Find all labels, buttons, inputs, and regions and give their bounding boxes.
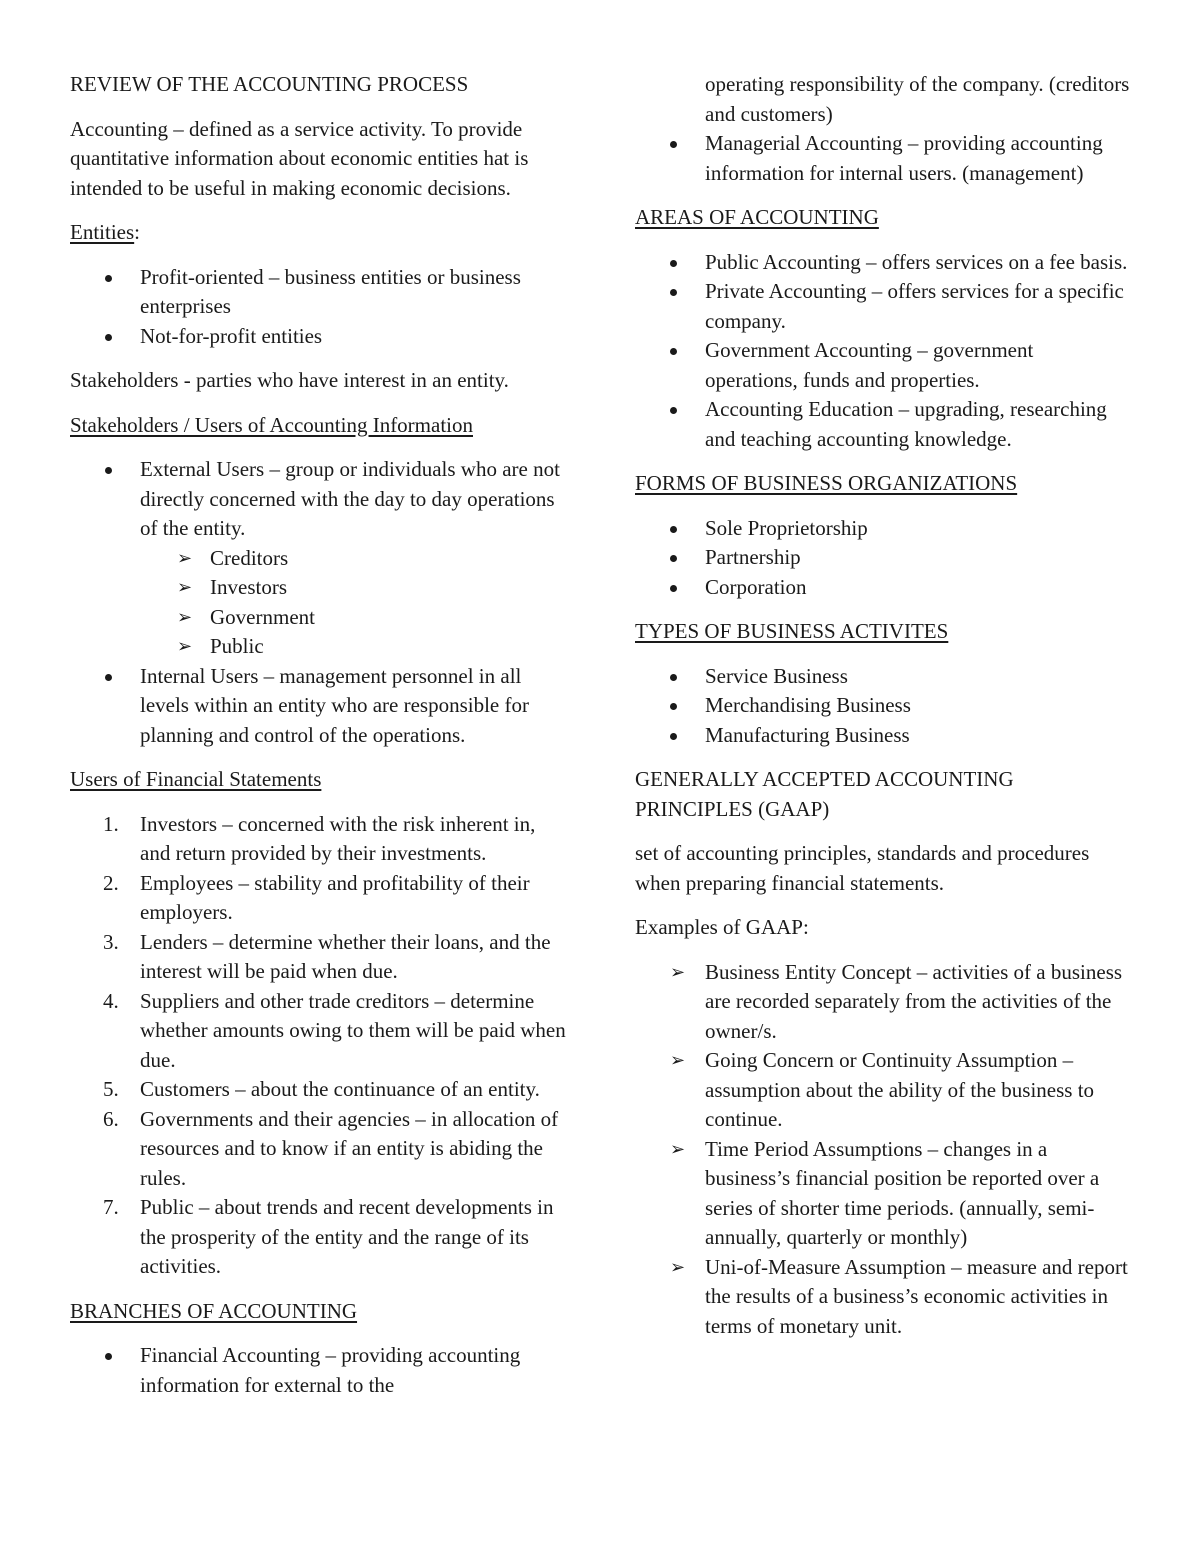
list-item: Accounting Education – upgrading, researching and teaching accounting knowledge. xyxy=(635,395,1130,454)
types-heading: TYPES OF BUSINESS ACTIVITES xyxy=(635,619,949,643)
users-heading: Stakeholders / Users of Accounting Information xyxy=(70,412,473,437)
list-item: ➢ Time Period Assumptions – changes in a business’s financial position be reported over a series of shorter time periods. (annually, semi-annually, quarterly or monthly) xyxy=(635,1135,1130,1253)
branches-list xyxy=(70,1341,570,1400)
list-item xyxy=(70,928,570,987)
list-item: Profit-oriented – business entities or business enterprises xyxy=(70,263,570,322)
stakeholders-definition: Stakeholders - parties who have interest in an entity. xyxy=(70,368,509,392)
list-item xyxy=(70,810,570,869)
list-number: 7. xyxy=(103,1195,119,1219)
list-text: Suppliers and other trade creditors – determine whether amounts owing to them will be paid when due. xyxy=(140,988,566,1072)
list-text: Customers – about the continuance of an entity. xyxy=(140,1077,540,1101)
forms-list xyxy=(635,514,1130,603)
right-column xyxy=(635,70,1130,1356)
list-text: Public – about trends and recent developments in the prosperity of the entity and the range of its activities. xyxy=(140,1195,554,1278)
sub-list-item: ➢ Government xyxy=(70,603,570,633)
forms-heading: FORMS OF BUSINESS ORGANIZATIONS xyxy=(635,471,1018,495)
branches-heading: BRANCHES OF ACCOUNTING xyxy=(70,1298,358,1323)
types-list xyxy=(635,662,1130,751)
areas-heading: AREAS OF ACCOUNTING xyxy=(635,205,879,229)
list-item: Merchandising Business xyxy=(635,691,1130,721)
list-item: ➢ Going Concern or Continuity Assumption – assumption about the ability of the business to continue. xyxy=(635,1046,1130,1135)
list-item: Sole Proprietorship xyxy=(635,514,1130,544)
list-item: Managerial Accounting – providing accounting information for internal users. (management) xyxy=(635,129,1130,188)
sub-list-item: ➢ Creditors xyxy=(70,544,570,574)
list-number: 5. xyxy=(103,1077,119,1101)
gaap-examples-list xyxy=(635,958,1130,1342)
sub-list-item: ➢ Investors xyxy=(70,573,570,603)
list-item-continuation: operating responsibility of the company. (creditors and customers) xyxy=(705,72,1130,126)
list-text: Lenders – determine whether their loans, and the interest will be paid when due. xyxy=(140,929,551,983)
gaap-heading: GENERALLY ACCEPTED ACCOUNTING PRINCIPLES (GAAP) xyxy=(635,767,1014,821)
branches-list-continued xyxy=(635,129,1130,188)
entities-heading xyxy=(70,218,570,248)
list-item xyxy=(70,1105,570,1194)
list-item: ➢ Business Entity Concept – activities of a business are recorded separately from the activities of the owner/s. xyxy=(635,958,1130,1047)
list-item: Government Accounting – government operations, funds and properties. xyxy=(635,336,1130,395)
left-column xyxy=(70,70,570,1415)
list-item: Private Accounting – offers services for a specific company. xyxy=(635,277,1130,336)
areas-list xyxy=(635,248,1130,455)
list-item: Corporation xyxy=(635,573,1130,603)
list-number: 2. xyxy=(103,870,119,895)
fs-users-heading: Users of Financial Statements xyxy=(70,767,322,791)
list-text: Governments and their agencies – in allocation of resources and to know if an entity is abiding the rules. xyxy=(140,1106,559,1190)
list-item xyxy=(70,1075,570,1105)
list-text: Employees – stability and profitability of their employers. xyxy=(140,870,530,924)
list-item xyxy=(70,987,570,1076)
entities-heading-text: Entities xyxy=(70,220,135,244)
list-number: 1. xyxy=(103,811,119,836)
list-item: External Users – group or individuals who are not directly concerned with the day to day operations of the entity. xyxy=(70,455,570,544)
list-item: Not-for-profit entities xyxy=(70,322,570,352)
list-item: ➢ Uni-of-Measure Assumption – measure and report the results of a business’s economic activities in terms of monetary unit. xyxy=(635,1253,1130,1342)
users-list xyxy=(70,455,570,750)
entities-heading-colon: : xyxy=(134,220,141,244)
accounting-definition: Accounting – defined as a service activity. To provide quantitative information about economic entities hat is intended to be useful in making economic decisions. xyxy=(70,116,529,200)
list-item: Manufacturing Business xyxy=(635,721,1130,751)
list-item xyxy=(70,1193,570,1282)
list-number: 3. xyxy=(103,929,119,954)
list-item: Service Business xyxy=(635,662,1130,692)
gaap-definition: set of accounting principles, standards and procedures when preparing financial statements. xyxy=(635,841,1090,895)
list-item: Internal Users – management personnel in all levels within an entity who are responsible for planning and control of the operations. xyxy=(70,662,570,751)
sub-list-item: ➢ Public xyxy=(70,632,570,662)
list-number: 6. xyxy=(103,1106,119,1131)
fs-users-list xyxy=(70,810,570,1282)
gaap-examples-label: Examples of GAAP: xyxy=(635,915,809,939)
entities-list xyxy=(70,263,570,352)
document-title: REVIEW OF THE ACCOUNTING PROCESS xyxy=(70,72,469,96)
list-text: Investors – concerned with the risk inherent in, and return provided by their investments. xyxy=(140,811,536,865)
list-number: 4. xyxy=(103,988,119,1013)
list-item: Public Accounting – offers services on a fee basis. xyxy=(635,248,1130,278)
list-item: Partnership xyxy=(635,543,1130,573)
list-item: Financial Accounting – providing accounting information for external to the xyxy=(70,1341,570,1400)
list-item xyxy=(70,869,570,928)
